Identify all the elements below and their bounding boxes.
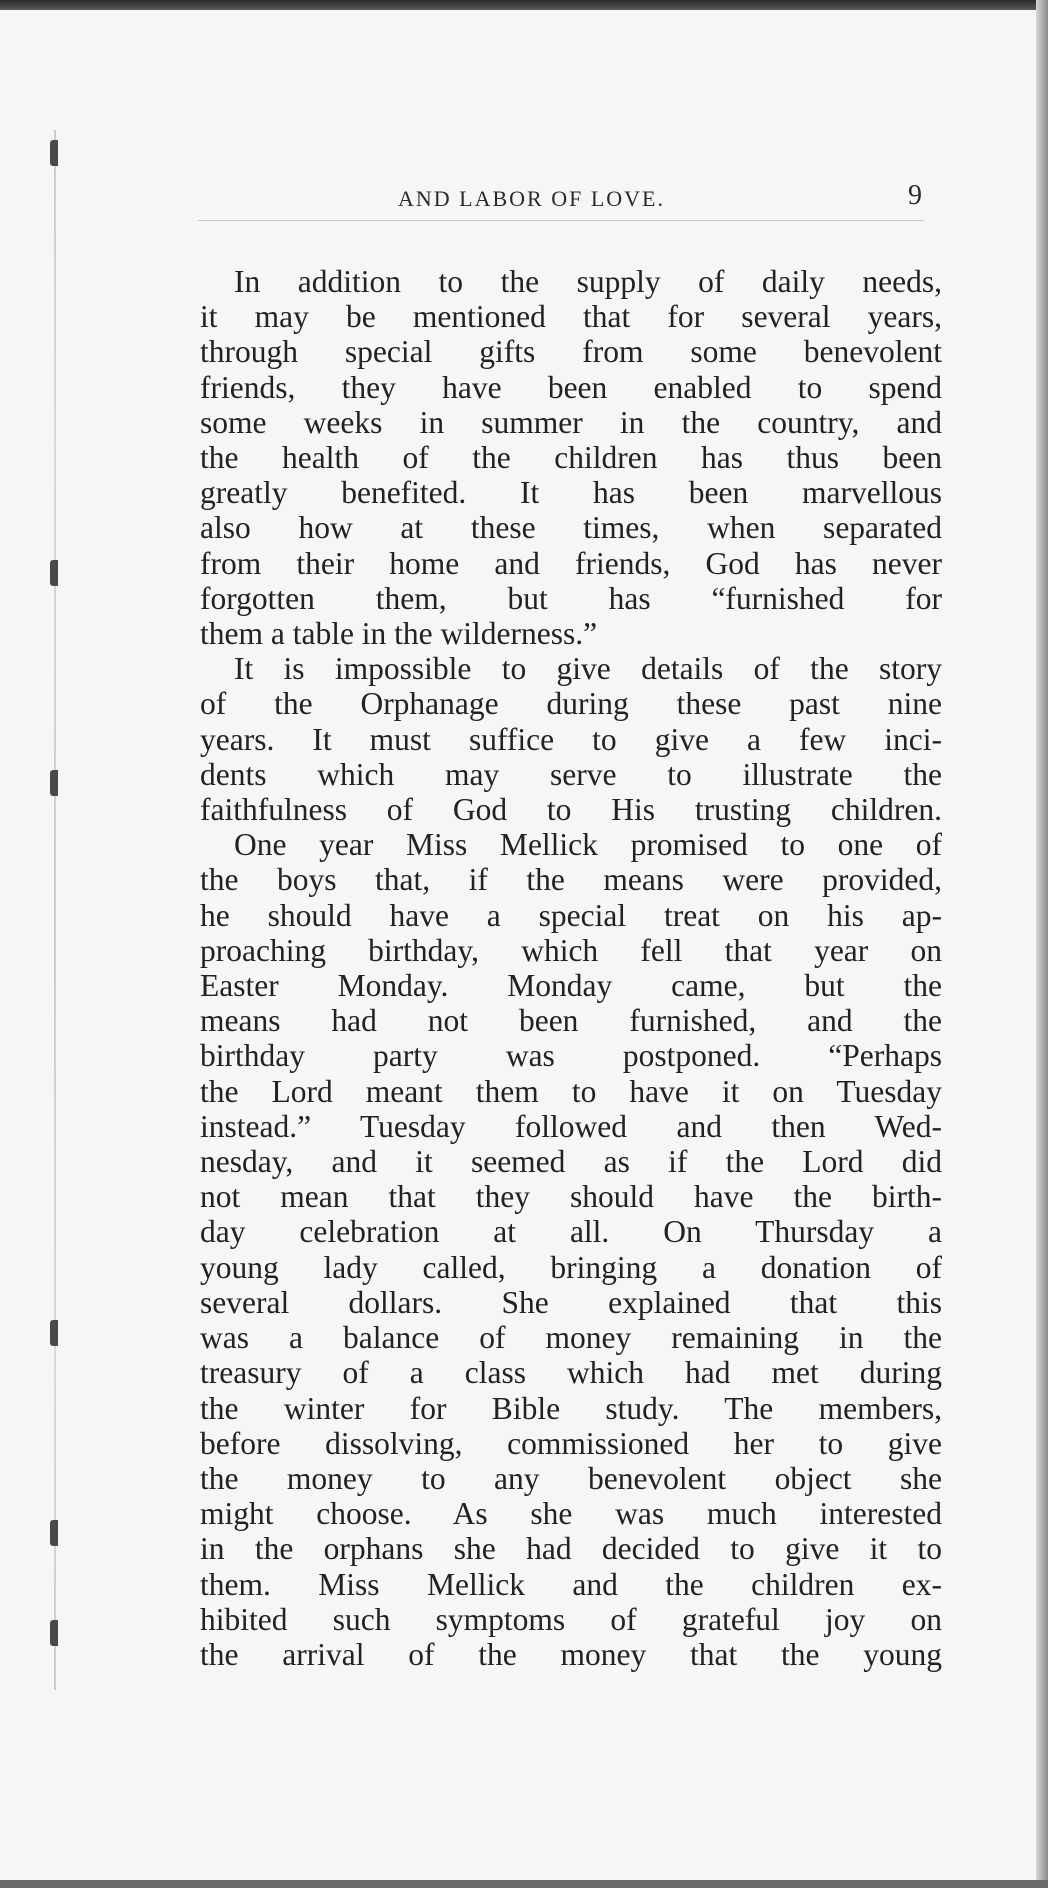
- text-line: In addition to the supply of daily needs,: [234, 264, 942, 299]
- text-line: One year Miss Mellick promised to one of: [234, 827, 942, 863]
- text-line: young lady called, bringing a donation of: [200, 1249, 942, 1285]
- text-line: also how at these times, when separated: [200, 510, 942, 546]
- text-line: instead.” Tuesday followed and then Wed-: [200, 1108, 942, 1144]
- text-line: in the orphans she had decided to give it to: [200, 1531, 942, 1567]
- text-line: treasury of a class which had met during: [200, 1355, 942, 1391]
- binding-stitch-mark: [50, 560, 58, 586]
- text-line: it may be mentioned that for several years,: [200, 299, 942, 335]
- binding-stitch-mark: [50, 140, 58, 166]
- text-line: of the Orphanage during these past nine: [200, 686, 942, 722]
- binding-stitch-mark: [50, 770, 58, 796]
- text-line: years. It must suffice to give a few inci-: [200, 721, 942, 757]
- text-line: birthday party was postponed. “Perhaps: [200, 1038, 942, 1074]
- text-line: dents which may serve to illustrate the: [200, 756, 942, 792]
- binding-stitch-mark: [50, 1620, 58, 1646]
- text-line: friends, they have been enabled to spend: [200, 369, 942, 405]
- text-line: through special gifts from some benevolent: [200, 334, 942, 370]
- binding-fold-line: [54, 130, 56, 1690]
- text-line: forgotten them, but has “furnished for: [200, 580, 942, 616]
- page-header: [198, 180, 924, 221]
- text-line: proaching birthday, which fell that year on: [200, 932, 942, 968]
- binding-stitch-mark: [50, 1320, 58, 1346]
- text-line: them. Miss Mellick and the children ex-: [200, 1566, 942, 1602]
- binding-stitch-mark: [50, 1520, 58, 1546]
- text-line: them a table in the wilderness.”: [200, 616, 598, 652]
- scan-right-edge: [1036, 0, 1048, 1888]
- text-line: nesday, and it seemed as if the Lord did: [200, 1144, 942, 1180]
- text-line: day celebration at all. On Thursday a: [200, 1214, 942, 1250]
- text-line: he should have a special treat on his ap-: [200, 897, 942, 933]
- text-line: faithfulness of God to His trusting children.: [200, 792, 942, 828]
- text-line: It is impossible to give details of the story: [234, 651, 942, 687]
- text-line: Easter Monday. Monday came, but the: [200, 968, 942, 1004]
- text-line: greatly benefited. It has been marvellous: [200, 475, 942, 511]
- text-line: the arrival of the money that the young: [200, 1636, 942, 1672]
- text-line: not mean that they should have the birth-: [200, 1179, 942, 1215]
- text-line: the winter for Bible study. The members,: [200, 1390, 942, 1426]
- gutter-binding: [50, 130, 60, 1690]
- text-line: some weeks in summer in the country, and: [200, 404, 942, 440]
- text-line: hibited such symptoms of grateful joy on: [200, 1601, 942, 1637]
- page-number: 9: [908, 180, 922, 211]
- text-line: was a balance of money remaining in the: [200, 1320, 942, 1356]
- text-line: the boys that, if the means were provided,: [200, 862, 942, 898]
- text-line: before dissolving, commissioned her to give: [200, 1425, 942, 1461]
- scan-bottom-edge: [0, 1880, 1048, 1888]
- text-line: the Lord meant them to have it on Tuesday: [200, 1073, 942, 1109]
- text-line: means had not been furnished, and the: [200, 1003, 942, 1039]
- text-line: might choose. As she was much interested: [200, 1496, 942, 1532]
- text-line: the money to any benevolent object she: [200, 1460, 942, 1496]
- scan-top-edge: [0, 0, 1048, 10]
- book-page: [0, 10, 1038, 1882]
- running-head: AND LABOR OF LOVE.: [398, 186, 665, 211]
- body-text: [200, 264, 942, 1672]
- text-line: several dollars. She explained that this: [200, 1284, 942, 1320]
- text-line: from their home and friends, God has never: [200, 545, 942, 581]
- text-line: the health of the children has thus been: [200, 440, 942, 476]
